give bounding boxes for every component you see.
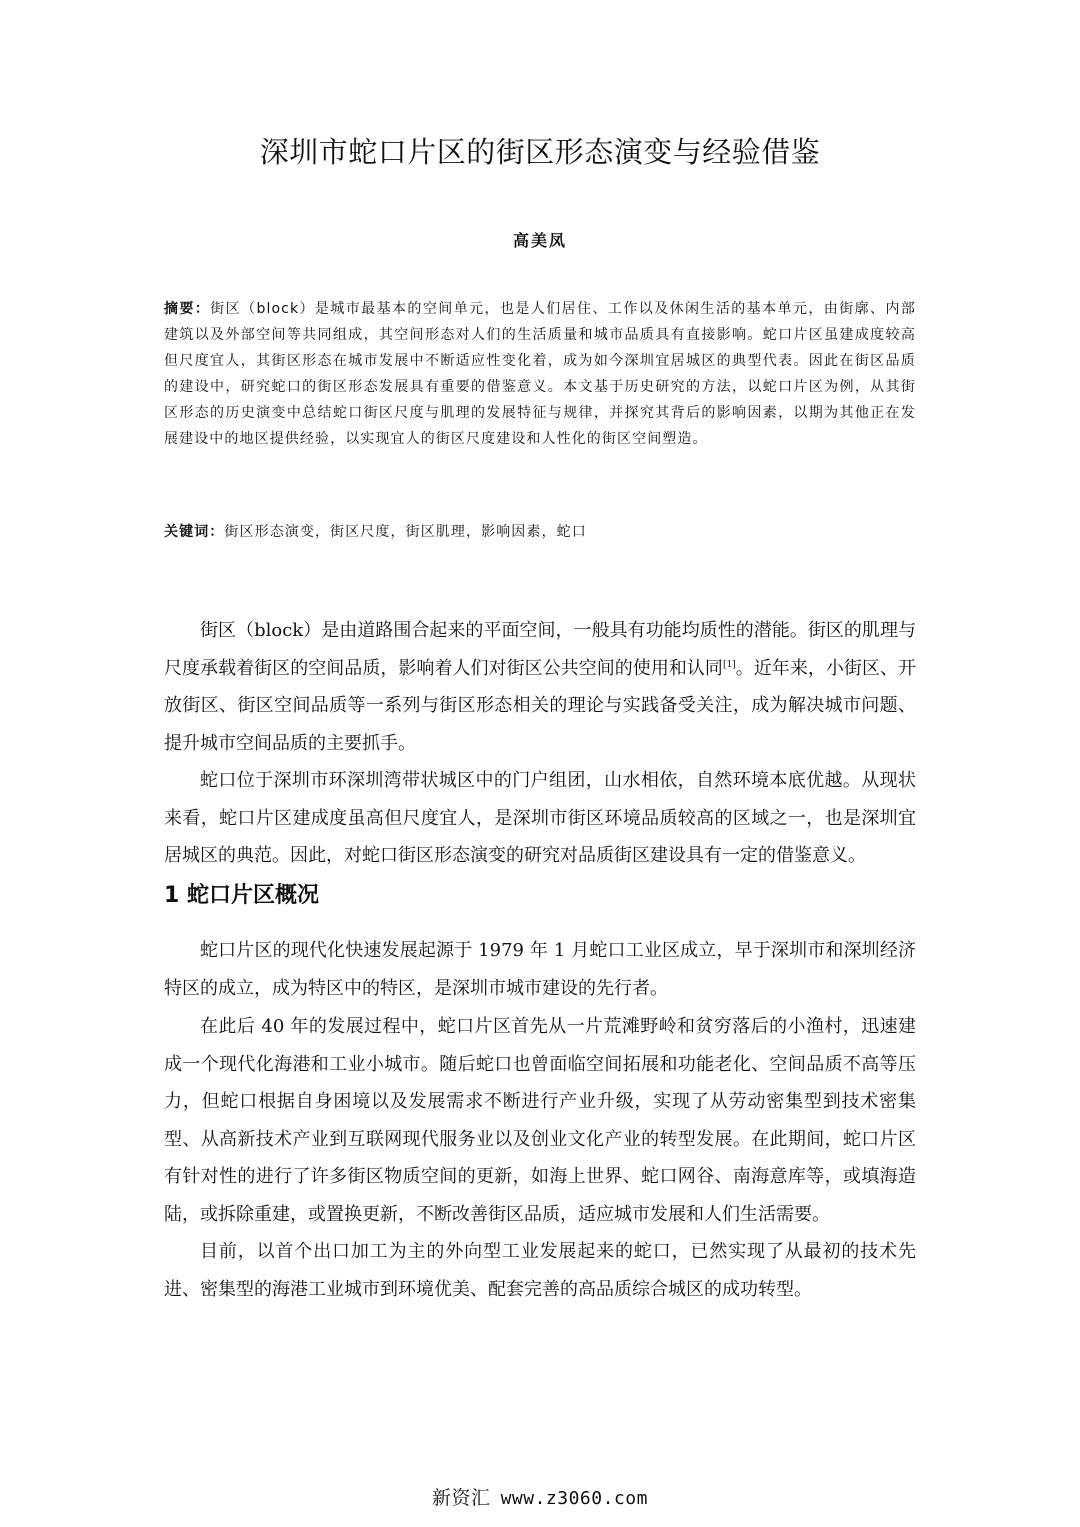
intro-p1-text-a: 街区（block）是由道路围合起来的平面空间，一般具有功能均质性的潜能。街区的肌理与尺度承载着街区的空间品质，影响着人们对街区公共空间的使用和认同 (164, 620, 916, 679)
section-heading: 1 蛇口片区概况 (164, 883, 319, 908)
footer-url[interactable]: www.z3060.com (500, 1488, 648, 1509)
abstract-label: 摘要： (164, 301, 211, 317)
section1-paragraph-1: 蛇口片区的现代化快速发展起源于 1979 年 1 月蛇口工业区成立，早于深圳市和深圳经济特区的成立，成为特区中的特区，是深圳市城市建设的先行者。 (164, 940, 916, 999)
keywords-text: 街区形态演变，街区尺度，街区肌理，影响因素，蛇口 (224, 524, 587, 540)
section1-paragraph-3: 目前，以首个出口加工为主的外向型工业发展起来的蛇口，已然实现了从最初的技术先进、密集型的海港工业城市到环境优美、配套完善的高品质综合城区的成功转型。 (164, 1241, 916, 1300)
abstract-text: 街区（block）是城市最基本的空间单元，也是人们居住、工作以及休闲生活的基本单元，由街廓、内部建筑以及外部空间等共同组成，其空间形态对人们的生活质量和城市品质具有直接影响。蛇口片区虽建成度较高但尺度宜人，其街区形态在城市发展中不断适应性变化着，成为如今深圳宜居城区的典型代表。因此在街区品质的建设中，研究蛇口的街区形态发展具有重要的借鉴意义。本文基于历史研究的方法，以蛇口片区为例，从其街区形态的历史演变中总结蛇口街区尺度与肌理的发展特征与规律，并探究其背后的影响因素，以期为其他正在发展建设中的地区提供经验，以实现宜人的街区尺度建设和人性化的街区空间塑造。 (164, 301, 916, 447)
section1-paragraph-2: 在此后 40 年的发展过程中，蛇口片区首先从一片荒滩野岭和贫穷落后的小渔村，迅速建成一个现代化海港和工业小城市。随后蛇口也曾面临空间拓展和功能老化、空间品质不高等压力，但蛇口根据自身困境以及发展需求不断进行产业升级，实现了从劳动密集型到技术密集型、从高新技术产业到互联网现代服务业以及创业文化产业的转型发展。在此期间，蛇口片区有针对性的进行了许多街区物质空间的更新，如海上世界、蛇口网谷、南海意库等，或填海造陆，或拆除重建，或置换更新，不断改善街区品质，适应城市发展和人们生活需要。 (164, 1016, 916, 1225)
intro-paragraph-2: 蛇口位于深圳市环深圳湾带状城区中的门户组团，山水相依，自然环境本底优越。从现状来看，蛇口片区建成度虽高但尺度宜人，是深圳市街区环境品质较高的区域之一，也是深圳宜居城区的典范。因此，对蛇口街区形态演变的研究对品质街区建设具有一定的借鉴意义。 (164, 770, 916, 866)
paper-author: 高美凤 (512, 231, 567, 250)
keywords-block (164, 519, 916, 545)
intro-p1-text-b: 。近年来，小街区、开放街区、街区空间品质等一系列与街区形态相关的理论与实践备受关注，成为解决城市问题、提升城市空间品质的主要抓手。 (164, 657, 917, 754)
page-footer (0, 1483, 1080, 1510)
abstract-block (164, 296, 916, 452)
keywords-label: 关键词： (164, 524, 225, 540)
intro-paragraph-1 (164, 612, 916, 762)
paper-title: 深圳市蛇口片区的街区形态演变与经验借鉴 (259, 135, 821, 169)
citation-ref: [1] (722, 659, 736, 670)
footer-brand: 新资汇 (432, 1487, 491, 1509)
